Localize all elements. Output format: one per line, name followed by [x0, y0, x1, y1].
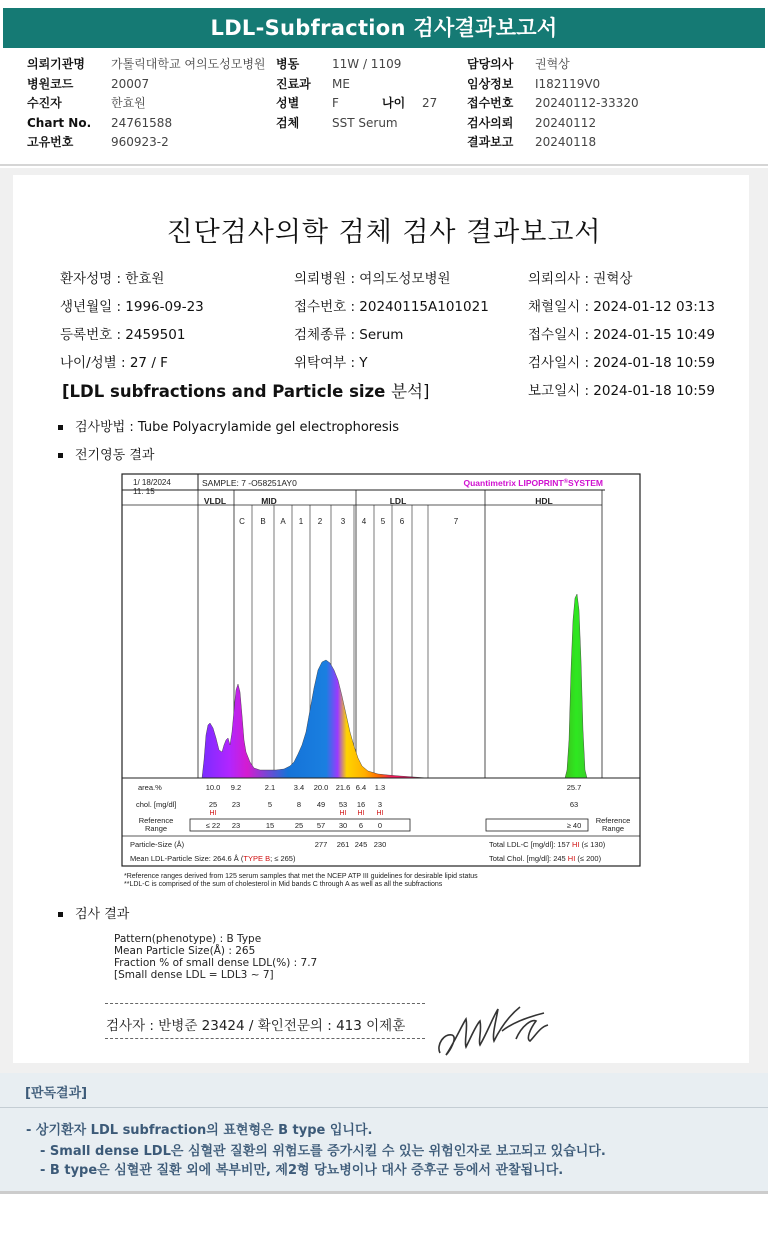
- ref-value: 0: [377, 821, 383, 830]
- divider-dashed: [105, 1003, 425, 1004]
- total-ldl: [489, 840, 606, 849]
- patient-specimen: 검체종류 : Serum: [294, 327, 404, 343]
- result-line-3: Fraction % of small dense LDL(%) : 7.7: [114, 957, 318, 969]
- bullet-icon: [58, 453, 63, 458]
- chart-date: 1/ 18/2024: [133, 478, 171, 487]
- total-chol-value: Total Chol. [mg/dl]: 245: [489, 854, 568, 863]
- ref-value: 6: [358, 821, 364, 830]
- band-label: 2: [317, 517, 323, 526]
- info-label: 임상정보: [467, 76, 514, 91]
- area-value: 6.4: [355, 783, 367, 792]
- info-label: 병동: [276, 57, 300, 71]
- band-label: 1: [298, 517, 304, 526]
- particle-value: 277: [314, 840, 328, 849]
- patient-doctor: 의뢰의사 : 권혁상: [528, 271, 633, 287]
- band-label: C: [239, 517, 245, 526]
- info-label: 의뢰기관명: [27, 57, 85, 71]
- ref-label: Range: [601, 824, 625, 833]
- total-chol-hi: HI: [567, 854, 576, 863]
- ref-label: Reference: [595, 816, 631, 825]
- info-label: 결과보고: [467, 135, 514, 149]
- patient-hospital: 의뢰병원 : 여의도성모병원: [294, 271, 451, 287]
- method-text: 검사방법 : Tube Polyacrylamide gel electrophoresis: [75, 420, 400, 435]
- info-label: 나이: [382, 96, 406, 110]
- info-label: 성별: [276, 96, 300, 110]
- judgement-line-3: - B type은 심혈관 질환 외에 복부비만, 제2형 당뇨병이나 대사 증후군 등에서 관찰됩니다.: [40, 1163, 564, 1178]
- ref-value: 23: [231, 821, 241, 830]
- judgement-title: [판독결과]: [25, 1086, 88, 1101]
- patient-outsourced: 위탁여부 : Y: [294, 355, 368, 371]
- info-value: 20240112-33320: [535, 96, 639, 110]
- info-value: 20240118: [535, 135, 597, 149]
- chol-value: 25: [208, 800, 218, 809]
- area-label: area.%: [138, 783, 162, 792]
- footnote-1: *Reference ranges derived from 125 serum samples that met the NCEP ATP III guidelines for desirable lipid status: [124, 873, 478, 880]
- group-label: VLDL: [203, 496, 227, 506]
- hdl-ref: ≥ 40: [566, 821, 582, 830]
- footnote-2: **LDL-C is comprised of the sum of cholesterol in Mid bands C through A as well as all the subfractions: [124, 881, 443, 888]
- bullet-icon: [58, 912, 63, 917]
- electro-title: 전기영동 결과: [75, 448, 155, 463]
- info-value: 11W / 1109: [332, 57, 402, 71]
- total-chol-ref: (≤ 200): [575, 854, 602, 863]
- group-label: MID: [261, 496, 277, 506]
- info-value: SST Serum: [332, 115, 398, 130]
- ref-label: Reference: [138, 816, 174, 825]
- info-col-3: [467, 55, 639, 153]
- chart-title: [464, 478, 604, 488]
- total-ldl-ref: (≤ 130): [579, 840, 606, 849]
- patient-accession: 접수번호 : 20240115A101021: [294, 299, 489, 315]
- area-value: 1.3: [374, 783, 386, 792]
- band-label: 4: [361, 517, 367, 526]
- total-ldl-value: Total LDL-C [mg/dl]: 157: [489, 840, 572, 849]
- group-label: LDL: [389, 496, 407, 506]
- section-title-main: [LDL subfractions and Particle size: [62, 382, 386, 401]
- ref-value: 30: [338, 821, 348, 830]
- patient-tested: 검사일시 : 2024-01-18 10:59: [528, 355, 715, 371]
- patient-reported: 보고일시 : 2024-01-18 10:59: [528, 383, 715, 399]
- info-col-2: [276, 55, 437, 133]
- result-line-4: [Small dense LDL = LDL3 ~ 7]: [114, 969, 274, 981]
- info-label: 수진자: [27, 96, 62, 110]
- result-text: [114, 933, 317, 981]
- band-label: 3: [340, 517, 346, 526]
- ref-value: 15: [265, 821, 275, 830]
- mean-size-ref: ; ≤ 265): [270, 854, 296, 863]
- info-value: 24761588: [111, 115, 173, 130]
- ref-value: ≤ 22: [205, 821, 221, 830]
- chart-title-main: Quantimetrix LIPOPRINT: [463, 478, 564, 488]
- info-label: 담당의사: [467, 57, 514, 71]
- result-line: [58, 903, 129, 922]
- info-label: 검체: [276, 115, 300, 130]
- info-value: I182119V0: [535, 76, 601, 91]
- divider-dashed: [105, 1038, 425, 1039]
- particle-value: 245: [354, 840, 368, 849]
- signer-info: 검사자 : 반병준 23424 / 확인전문의 : 413 이제훈: [106, 1018, 406, 1034]
- patient-received: 접수일시 : 2024-01-15 10:49: [528, 327, 715, 343]
- patient-dob: 생년월일 : 1996-09-23: [60, 299, 204, 315]
- area-value: 3.4: [293, 783, 305, 792]
- chol-value: 53: [338, 800, 348, 809]
- hi-flag: HI: [209, 810, 217, 817]
- result-title: 검사 결과: [75, 907, 130, 922]
- info-value: 960923-2: [111, 135, 169, 149]
- area-value: 2.1: [264, 783, 276, 792]
- info-label: 고유번호: [27, 135, 74, 149]
- mean-size-label: Mean LDL-Particle Size: 264.6 Å (: [130, 854, 244, 863]
- judgement-line-2: - Small dense LDL은 심혈관 질환의 위험도를 증가시킬 수 있는 위험인자로 보고되고 있습니다.: [40, 1144, 606, 1159]
- area-value: 9.2: [230, 783, 242, 792]
- divider: [0, 164, 768, 166]
- info-col-1: [27, 55, 266, 153]
- report-title: 진단검사의학 검체 검사 결과보고서: [166, 217, 602, 248]
- ref-value: 25: [294, 821, 304, 830]
- total-chol: [489, 854, 602, 863]
- hi-flag: HI: [357, 810, 365, 817]
- patient-reg: 등록번호 : 2459501: [60, 327, 186, 343]
- total-ldl-hi: HI: [571, 840, 580, 849]
- info-label: 검사의뢰: [467, 115, 514, 130]
- area-value: 20.0: [313, 783, 329, 792]
- hdl-chol: 63: [569, 800, 579, 809]
- result-line-1: Pattern(phenotype) : B Type: [114, 933, 262, 945]
- info-value: 27: [422, 96, 438, 110]
- hi-flag: HI: [339, 810, 347, 817]
- chart-footnotes: [124, 873, 478, 889]
- band-label: A: [280, 517, 286, 526]
- band-label: 5: [380, 517, 386, 526]
- bullet-icon: [58, 425, 63, 430]
- section-title-suffix: 분석]: [391, 382, 430, 401]
- info-value: F: [332, 96, 339, 110]
- patient-drawn: 채혈일시 : 2024-01-12 03:13: [528, 299, 715, 315]
- info-value: ME: [332, 76, 350, 91]
- info-label: 접수번호: [467, 96, 514, 110]
- band-label: 6: [399, 517, 405, 526]
- divider: [0, 1107, 768, 1108]
- ref-value: 57: [316, 821, 326, 830]
- info-label: 진료과: [276, 76, 311, 91]
- page-title: LDL-Subfraction 검사결과보고서: [3, 8, 765, 48]
- hi-flag: HI: [376, 810, 384, 817]
- method-line: [58, 416, 399, 435]
- info-value: 권혁상: [535, 57, 570, 71]
- divider: [0, 1191, 768, 1194]
- chart-title-suffix: SYSTEM: [568, 478, 603, 488]
- band-label: 7: [453, 517, 459, 526]
- chol-value: 16: [356, 800, 366, 809]
- section-title: [62, 378, 429, 402]
- particle-value: 230: [373, 840, 387, 849]
- info-label: Chart No.: [27, 115, 92, 130]
- info-value: 한효원: [111, 96, 146, 110]
- chol-value: 8: [296, 800, 302, 809]
- info-value: 20007: [111, 76, 150, 91]
- ref-label: Range: [144, 824, 168, 833]
- chol-value: 49: [316, 800, 326, 809]
- signature-icon: [432, 995, 567, 1063]
- patient-age-sex: 나이/성별 : 27 / F: [60, 355, 168, 371]
- chol-value: 5: [267, 800, 273, 809]
- particle-value: 261: [336, 840, 350, 849]
- hdl-area: 25.7: [566, 783, 582, 792]
- electrophoresis-chart: [118, 470, 644, 890]
- info-value: 20240112: [535, 115, 597, 130]
- chol-label: chol. [mg/dl]: [136, 800, 177, 809]
- info-value: 가톨릭대학교 여의도성모병원: [111, 57, 266, 71]
- area-value: 21.6: [335, 783, 351, 792]
- group-label: HDL: [535, 496, 553, 506]
- area-value: 10.0: [205, 783, 221, 792]
- result-line-2: Mean Particle Size(Å) : 265: [114, 945, 256, 957]
- chart-title-mark: ®: [563, 479, 569, 485]
- chol-value: 3: [377, 800, 383, 809]
- mean-size-type: TYPE B: [243, 854, 271, 863]
- band-label: B: [260, 517, 266, 526]
- particle-label: Particle-Size (Å): [130, 840, 185, 849]
- patient-name: 환자성명 : 한효원: [60, 271, 165, 287]
- info-label: 병원코드: [27, 76, 74, 91]
- chol-value: 23: [231, 800, 241, 809]
- judgement-line-1: - 상기환자 LDL subfraction의 표현형은 B type 입니다.: [26, 1123, 373, 1138]
- chart-sample: SAMPLE: 7 -O58251AY0: [202, 478, 297, 488]
- electro-line: [58, 444, 154, 463]
- chart-time: 11: 15: [133, 487, 155, 496]
- mean-size: [130, 854, 296, 863]
